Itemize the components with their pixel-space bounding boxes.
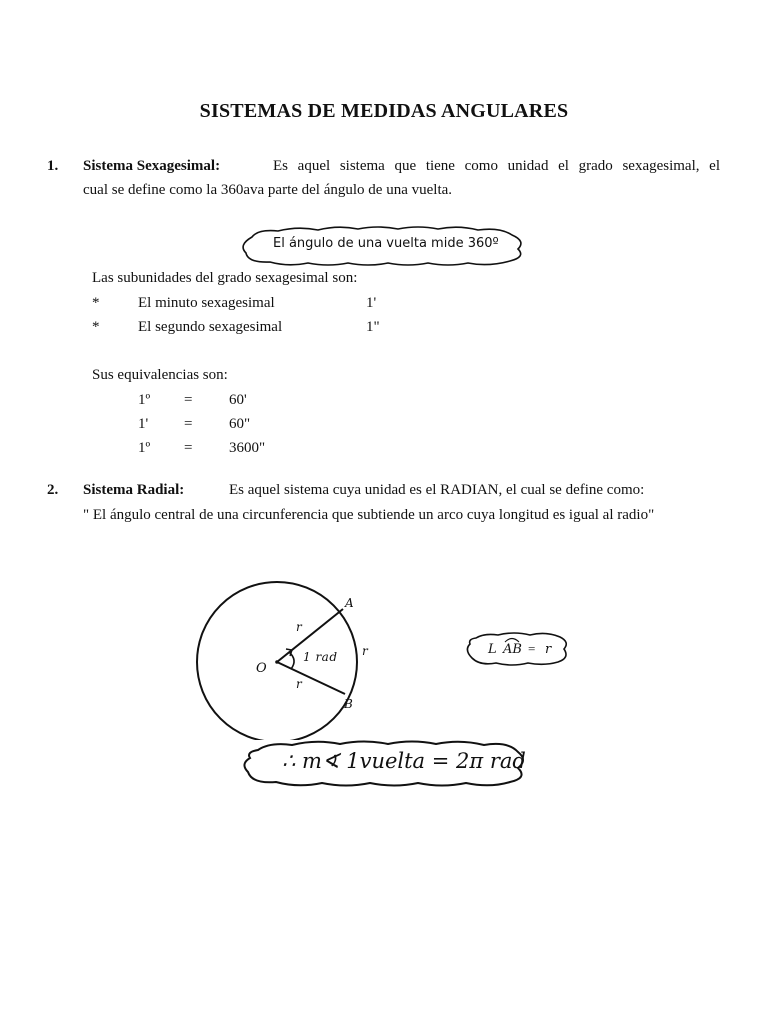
label-r-top: r — [296, 620, 302, 634]
section-1-text-line1: Es aquel sistema que tiene como unidad el grado sexagesimal, el — [273, 158, 720, 174]
subunits-intro: Las subunidades del grado sexagesimal son: — [92, 270, 358, 286]
arc-formula-L: L — [488, 642, 497, 657]
arc-formula-eq: = — [528, 641, 536, 656]
label-A: A — [345, 596, 354, 610]
main-formula: ∴ m∢ 1vuelta = 2π rad — [282, 749, 526, 773]
section-1-text-line2: cual se define como la 360ava parte del ángulo de una vuelta. — [83, 182, 453, 198]
subunit-name: El segundo sexagesimal — [138, 319, 283, 335]
section-2-number: 2. — [47, 482, 59, 498]
label-r-bottom: r — [296, 677, 302, 691]
section-2-heading: Sistema Radial: — [83, 482, 185, 498]
page-title: SISTEMAS DE MEDIDAS ANGULARES — [199, 100, 569, 122]
equivalences-intro: Sus equivalencias son: — [92, 367, 228, 383]
cloud-text-360: El ángulo de una vuelta mide 360º — [273, 236, 499, 251]
label-r-arc: r — [362, 644, 368, 658]
arc-formula-r: r — [545, 642, 552, 657]
subunit-symbol: 1" — [366, 319, 380, 335]
label-B: B — [344, 697, 353, 711]
equiv-right: 60" — [229, 416, 251, 432]
equiv-right: 60' — [229, 392, 247, 408]
equiv-sign: = — [184, 416, 193, 432]
equiv-sign: = — [184, 440, 193, 456]
equiv-sign: = — [184, 392, 193, 408]
label-O: O — [256, 661, 267, 676]
radian-circle-diagram — [190, 570, 390, 740]
subunit-symbol: 1' — [366, 295, 377, 311]
subunit-bullet: * — [92, 295, 100, 311]
equiv-right: 3600" — [229, 440, 266, 456]
equiv-left: 1º — [138, 440, 151, 456]
center-point — [275, 660, 279, 664]
section-2-text: Es aquel sistema cuya unidad es el RADIAN, el cual se define como: — [229, 482, 645, 498]
arc-formula-AB: AB — [503, 642, 522, 657]
equiv-left: 1º — [138, 392, 151, 408]
section-1-heading: Sistema Sexagesimal: — [83, 158, 221, 174]
equiv-left: 1' — [138, 416, 149, 432]
section-1-number: 1. — [47, 158, 59, 174]
radian-definition-quote: " El ángulo central de una circunferencia que subtiende un arco cuya longitud es igual al radio" — [83, 507, 655, 523]
subunit-bullet: * — [92, 319, 100, 335]
radius-OB — [277, 662, 345, 694]
subunit-name: El minuto sexagesimal — [138, 295, 275, 311]
label-1-rad: 1 rad — [303, 650, 338, 664]
